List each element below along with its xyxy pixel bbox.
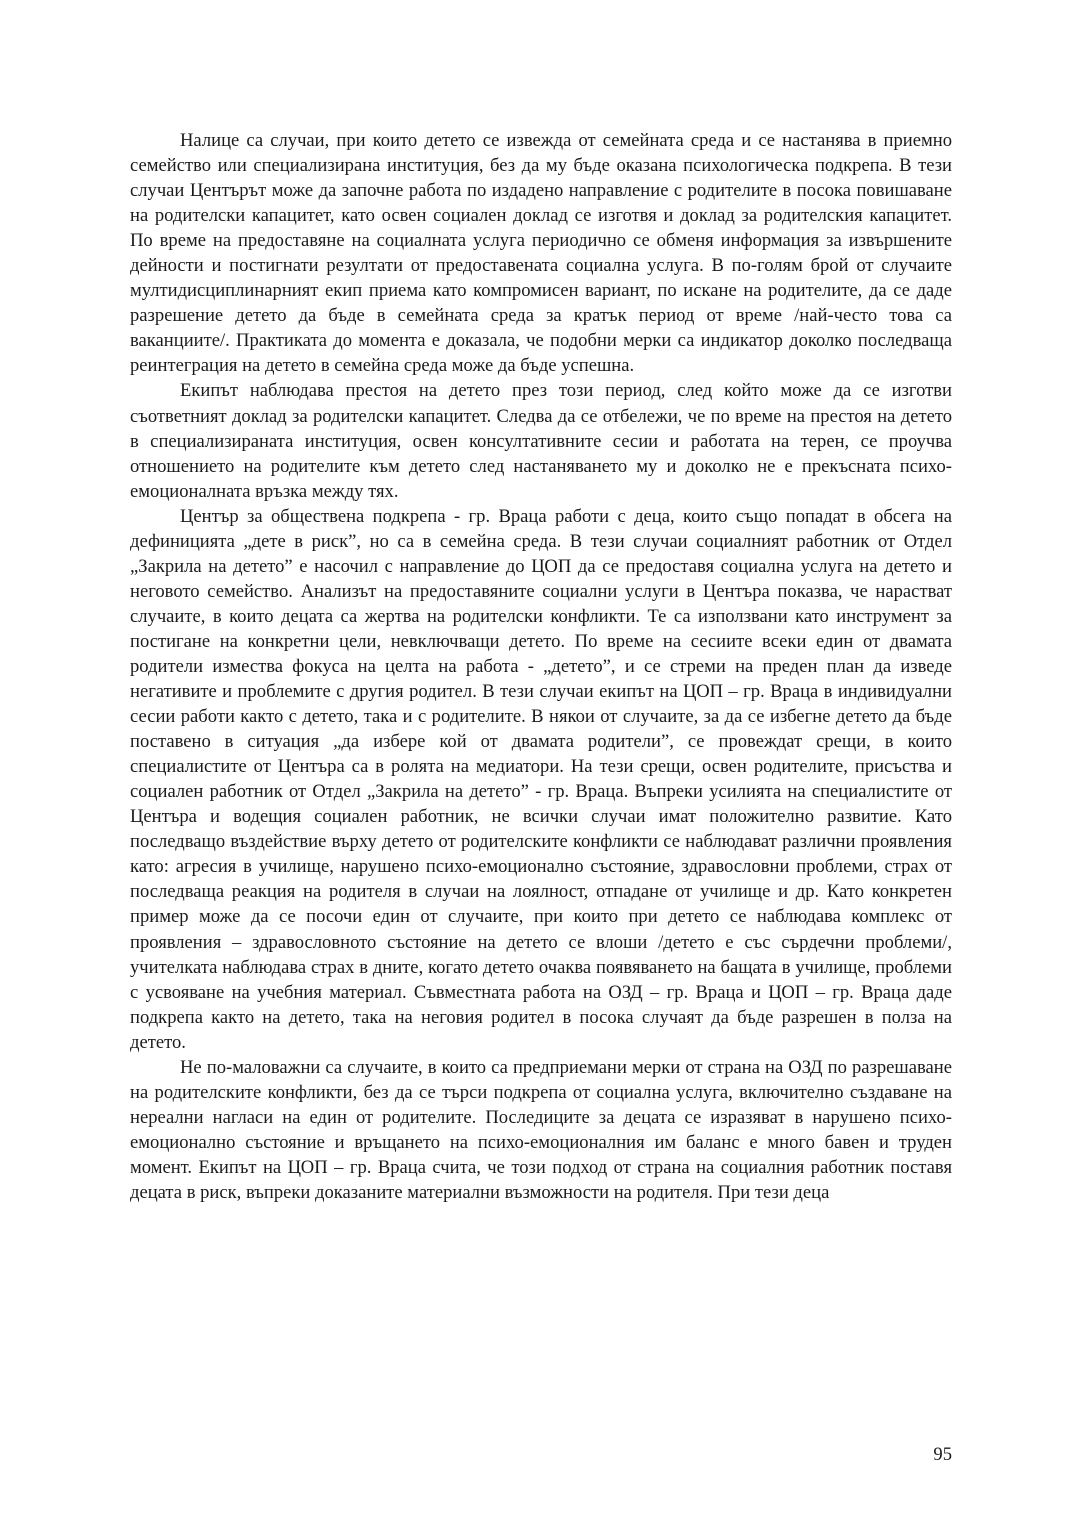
- page-number: 95: [933, 1444, 952, 1465]
- body-text: [130, 128, 952, 1205]
- paragraph-3: Център за обществена подкрепа - гр. Враца работи с деца, които също попадат в обсега на дефиницията „дете в риск”, но са в семейна среда. В тези случаи социалният работник от Отдел „Закрила на детето” е насочил с направление до ЦОП да се предоставя социална услуга на детето и неговото семейство. Анализът на предоставяните социални услуги в Центъра показва, че нарастват случаите, в които децата са жертва на родителски конфликти. Те са използвани като инструмент за постигане на конкретни цели, невключващи детето. По време на сесиите всеки един от двамата родители измества фокуса на целта на работа - „детето”, и се стреми на преден план да изведе негативите и проблемите с другия родител. В тези случаи екипът на ЦОП – гр. Враца в индивидуални сесии работи както с детето, така и с родителите. В някои от случаите, за да се избегне детето да бъде поставено в ситуация „да избере кой от двамата родители”, се провеждат срещи, в които специалистите от Центъра са в ролята на медиатори. На тези срещи, освен родителите, присъства и социален работник от Отдел „Закрила на детето” - гр. Враца. Въпреки усилията на специалистите от Центъра и водещия социален работник, не всички случаи имат положително развитие. Като последващо въздействие върху детето от родителските конфликти се наблюдават различни проявления като: агресия в училище, нарушено психо-емоционално състояние, здравословни проблеми, страх от последваща реакция на родителя в случаи на лоялност, отпадане от училище и др. Като конкретен пример може да се посочи един от случаите, при които при детето се наблюдава комплекс от проявления – здравословното състояние на детето се влоши /детето е със сърдечни проблеми/, учителката наблюдава страх в дните, когато детето очаква появяването на бащата в училище, проблеми с усвояване на учебния материал. Съвместната работа на ОЗД – гр. Враца и ЦОП – гр. Враца даде подкрепа както на детето, така на неговия родител в посока случаят да бъде разрешен в полза на детето.: [130, 505, 952, 1053]
- paragraph-2: Екипът наблюдава престоя на детето през този период, след който може да се изготви съответният доклад за родителски капацитет. Следва да се отбележи, че по време на престоя на детето в специализираната институция, освен консултативните сесии и работата на терен, се проучва отношението на родителите към детето след настаняването му и доколко не е прекъсната психо-емоционалната връзка между тях.: [130, 380, 952, 502]
- paragraph-1: Налице са случаи, при които детето се извежда от семейната среда и се настанява в приемно семейство или специализирана институция, без да му бъде оказана психологическа подкрепа. В тези случаи Центърът може да започне работа по издадено направление с родителите в посока повишаване на родителски капацитет, като освен социален доклад се изготвя и доклад за родителския капацитет. По време на предоставяне на социалната услуга периодично се обменя информация за извършените дейности и постигнати резултати от предоставената социална услуга. В по-голям брой от случаите мултидисциплинарният екип приема като компромисен вариант, по искане на родителите, да се даде разрешение детето да бъде в семейната среда за кратък период от време /най-често това са ваканциите/. Практиката до момента е доказала, че подобни мерки са индикатор доколко последваща реинтеграция на детето в семейна среда може да бъде успешна.: [130, 130, 952, 377]
- paragraph-4: Не по-маловажни са случаите, в които са предприемани мерки от страна на ОЗД по разрешаване на родителските конфликти, без да се търси подкрепа от социална услуга, включително създаване на нереални нагласи на един от родителите. Последиците за децата се изразяват в нарушено психо-емоционално състояние и връщането на психо-емоционалния им баланс е много бавен и труден момент. Екипът на ЦОП – гр. Враца счита, че този подход от страна на социалния работник поставя децата в риск, въпреки доказаните материални възможности на родителя. При тези деца: [130, 1056, 952, 1203]
